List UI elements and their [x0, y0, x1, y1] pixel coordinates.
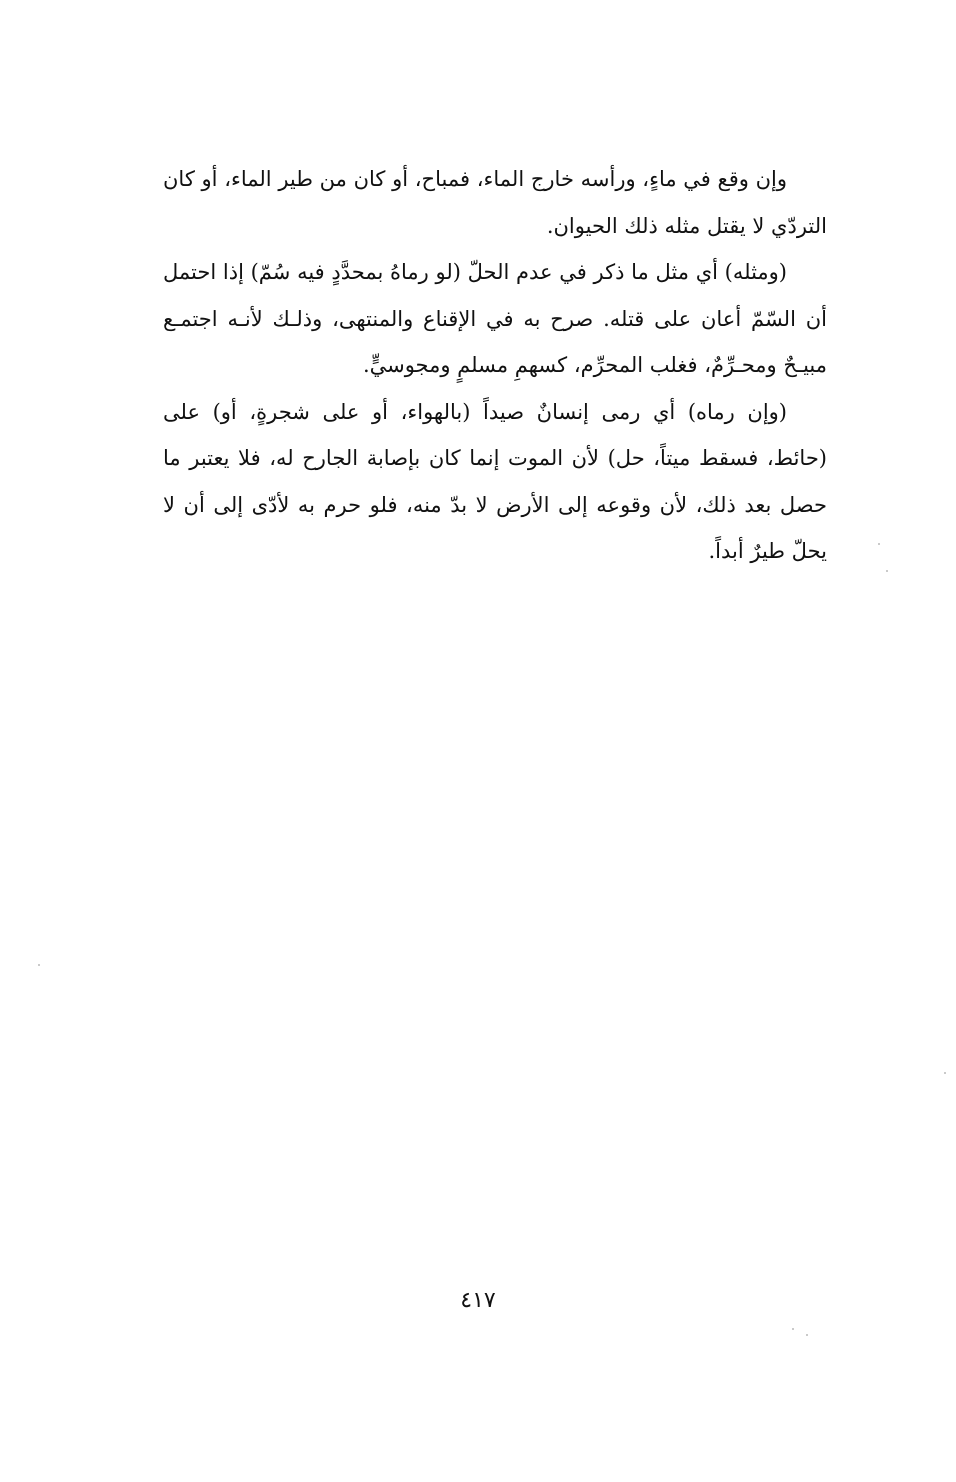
- page-number: ٤١٧: [460, 1288, 496, 1313]
- scan-speck: [792, 1328, 794, 1330]
- paragraph-3: (وإن رماه) أي رمى إنسانٌ صيداً (بالهواء، أو على شجرةٍ، أو) على (حائط، فسقط ميتاً، حل) لأن الموت إنما كان بإصابة الجارح له، فلا يعتبر ما حصل بعد ذلك، لأن وقوعه إلى الأرض لا بدّ منه، فلو حرم به لأدّى إلى أن لا يحلّ طيرٌ أبداً.: [163, 399, 827, 563]
- paragraph-1: وإن وقع في ماءٍ، ورأسه خارج الماء، فمباح، أو كان من طير الماء، أو كان التردّي لا يقتل مثله ذلك الحيوان.: [163, 167, 827, 238]
- scan-speck: [878, 543, 880, 545]
- body-text: [163, 156, 827, 575]
- paragraph-2: (ومثله) أي مثل ما ذكر في عدم الحلّ (لو رماهُ بمحدَّدٍ فيه سُمّ) إذا احتمل أن السّمّ أعان على قتله. صرح به في الإقناع والمنتهى، وذلـك لأنـه اجتمـع مبيـحٌ ومحـرِّمٌ، فغلب المحرِّم، كسهمِ مسلمٍ ومجوسيٍّ.: [163, 260, 827, 377]
- scan-speck: [806, 1334, 808, 1336]
- scan-speck: [38, 964, 40, 966]
- scan-speck: [944, 1072, 946, 1074]
- scan-speck: [886, 570, 888, 572]
